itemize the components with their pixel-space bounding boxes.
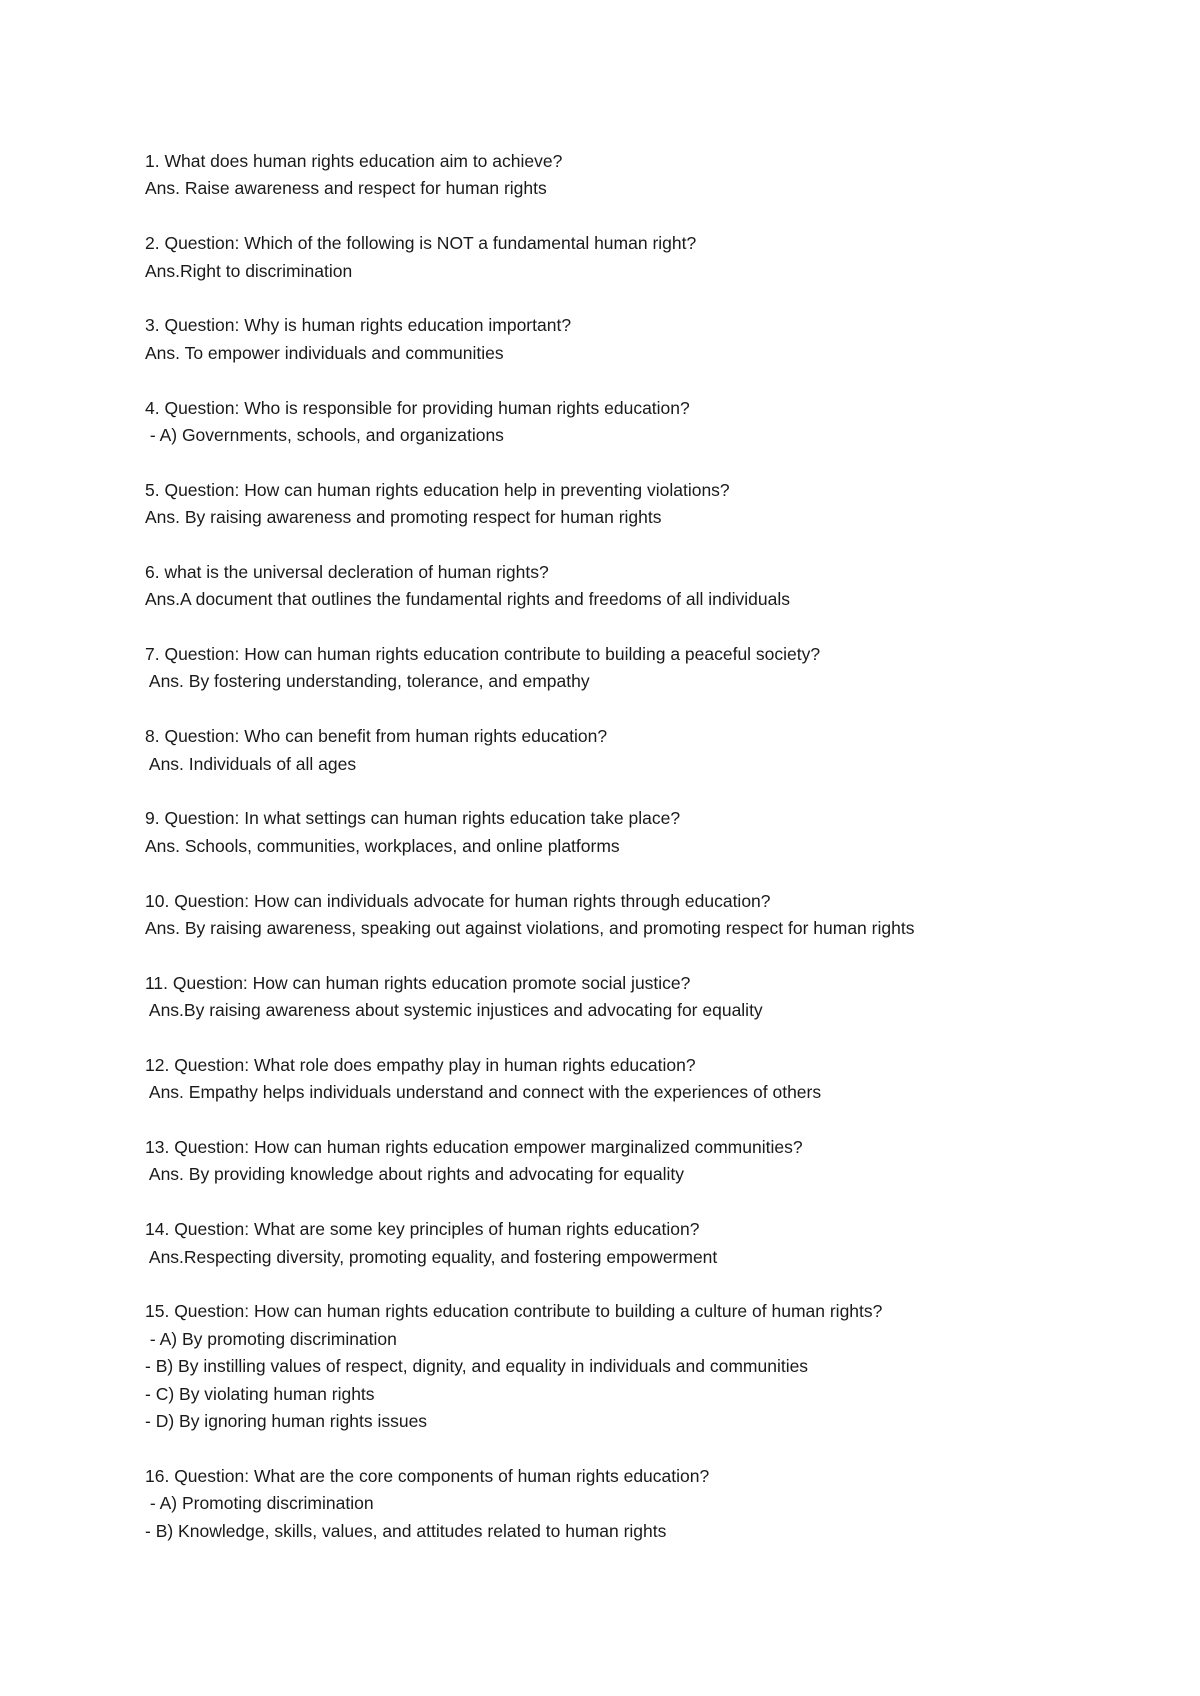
answer-text: - A) Governments, schools, and organizations [145,424,504,445]
qa-block [145,395,1155,450]
answer-text: Ans.By raising awareness about systemic injustices and advocating for equality [145,1000,763,1021]
answer-text: Ans. Empathy helps individuals understand and connect with the experiences of others [145,1082,822,1103]
document-body [145,148,1155,1572]
answer-text: Ans.Respecting diversity, promoting equality, and fostering empowerment [145,1246,718,1267]
answer-text: - A) By promoting discrimination [145,1328,397,1349]
question-text: 14. Question: What are some key principles of human rights education? [145,1219,700,1240]
question-text: 16. Question: What are the core components of human rights education? [145,1465,710,1486]
qa-block [145,1216,1155,1271]
question-text: 11. Question: How can human rights education promote social justice? [145,972,691,993]
answer-text: - B) Knowledge, skills, values, and attitudes related to human rights [145,1520,667,1541]
qa-block [145,805,1155,860]
qa-block [145,1052,1155,1107]
qa-block [145,148,1155,203]
question-text: 4. Question: Who is responsible for providing human rights education? [145,397,690,418]
qa-block [145,970,1155,1025]
question-text: 1. What does human rights education aim to achieve? [145,151,563,171]
qa-block [145,641,1155,696]
question-text: 13. Question: How can human rights education empower marginalized communities? [145,1137,803,1158]
answer-text: Ans. By fostering understanding, tolerance, and empathy [145,671,590,692]
answer-text: - C) By violating human rights [145,1383,375,1404]
answer-text: Ans. Raise awareness and respect for human rights [145,178,547,199]
question-text: 9. Question: In what settings can human rights education take place? [145,808,681,829]
answer-text: Ans.A document that outlines the fundamental rights and freedoms of all individuals [145,589,790,610]
answer-text: - B) By instilling values of respect, dignity, and equality in individuals and communities [145,1356,809,1377]
qa-block [145,477,1155,532]
qa-block [145,723,1155,778]
answer-text: Ans. Individuals of all ages [145,753,357,774]
question-text: 6. what is the universal decleration of human rights? [145,561,549,582]
question-text: 10. Question: How can individuals advocate for human rights through education? [145,890,771,911]
qa-block [145,1298,1155,1435]
answer-text: - D) By ignoring human rights issues [145,1410,428,1431]
answer-text: Ans.Right to discrimination [145,260,353,281]
question-text: 8. Question: Who can benefit from human rights education? [145,726,608,747]
question-text: 2. Question: Which of the following is NOT a fundamental human right? [145,233,697,254]
question-text: 15. Question: How can human rights education contribute to building a culture of human rights? [145,1301,883,1322]
answer-text: Ans. By raising awareness and promoting respect for human rights [145,507,662,528]
answer-text: Ans. Schools, communities, workplaces, and online platforms [145,835,620,856]
qa-block [145,230,1155,285]
question-text: 12. Question: What role does empathy play in human rights education? [145,1054,696,1075]
answer-text: Ans. By providing knowledge about rights and advocating for equality [145,1164,684,1185]
qa-block [145,312,1155,367]
question-text: 7. Question: How can human rights education contribute to building a peaceful society? [145,644,821,665]
question-text: 5. Question: How can human rights education help in preventing violations? [145,479,730,500]
qa-block [145,1134,1155,1189]
answer-text: - A) Promoting discrimination [145,1493,374,1514]
question-text: 3. Question: Why is human rights education important? [145,315,572,336]
qa-block [145,888,1155,943]
qa-block [145,559,1155,614]
qa-block [145,1463,1155,1545]
answer-text: Ans. By raising awareness, speaking out against violations, and promoting respect for human rights [145,917,915,938]
answer-text: Ans. To empower individuals and communities [145,342,504,363]
